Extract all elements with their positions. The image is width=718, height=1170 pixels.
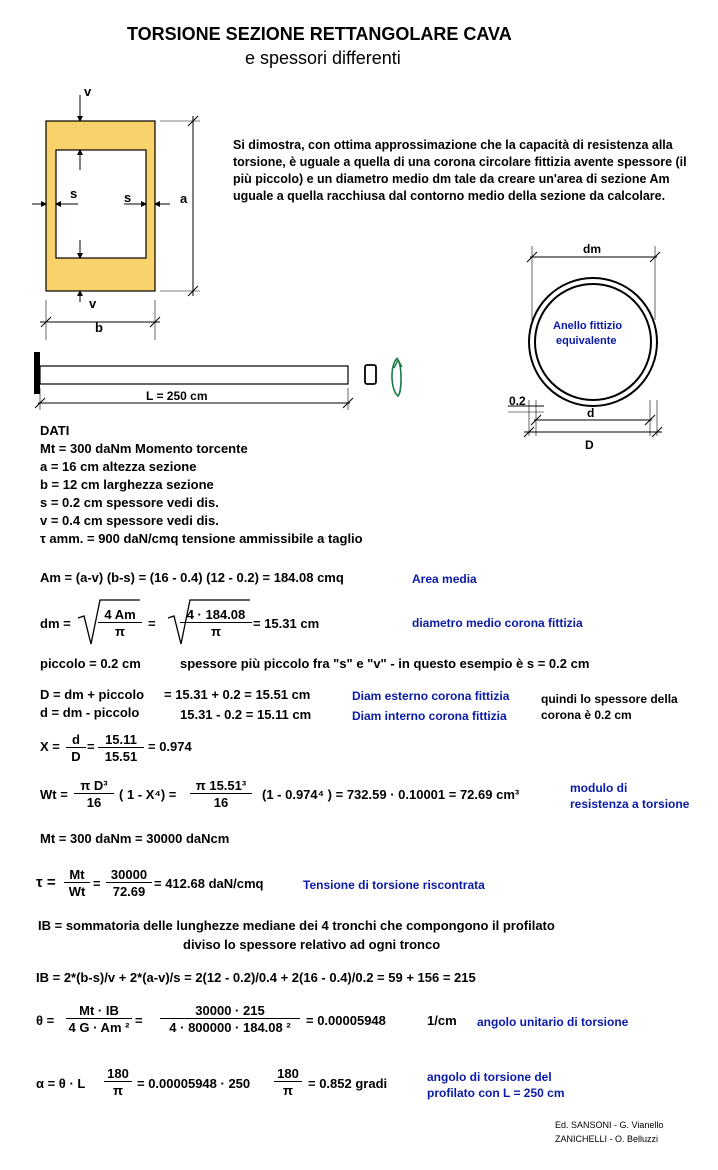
ring-label-D: D — [585, 438, 594, 452]
Wt-mid: ( 1 - X⁴) = — [119, 787, 177, 802]
Wt-result: (1 - 0.974⁴ ) = 732.59 · 0.10001 = 72.69 cm³ — [262, 787, 520, 802]
X-fraction-2: $\frac{15.11}{15.51}$ — [98, 732, 144, 764]
credits — [555, 1118, 663, 1146]
label-s-right: s — [124, 190, 132, 205]
page-subtitle: e spessori differenti — [245, 48, 401, 68]
label-v-top: v — [84, 84, 92, 99]
theta-fraction-1: $\frac{Mt \cdot IB}{\text{4 G · Am ²}}$ — [66, 1003, 132, 1035]
dm-fraction-1: $\frac{4 Am}{\pi}$ — [98, 607, 142, 639]
alpha-note-1: angolo di torsione del — [427, 1070, 552, 1084]
label-s-left: s — [70, 186, 78, 201]
Wt-lhs: Wt = — [40, 787, 68, 802]
credits-line-2: ZANICHELLI - O. Belluzzi — [555, 1134, 659, 1144]
dati-line: τ amm. = 900 daN/cmq tensione ammissibile a taglio — [40, 531, 363, 546]
alpha-lhs: α = θ · L — [36, 1076, 86, 1091]
X-fraction-1: $\frac{d}{D}$ — [66, 732, 86, 764]
ring-label-d: d — [587, 406, 595, 420]
alpha-fraction-1: $\frac{180}{\pi}$ — [104, 1066, 132, 1098]
label-v-bottom: v — [89, 296, 97, 311]
am-equation: Am = (a-v) (b-s) = (16 - 0.4) (12 - 0.2) = 184.08 cmq — [40, 570, 344, 585]
ring-label-thickness: 0.2 — [509, 394, 526, 408]
Wt-fraction-2: $\frac{\text{π 15.51³}}{16}$ — [190, 778, 252, 810]
tau-note: Tensione di torsione riscontrata — [303, 878, 485, 892]
beam-section-icon — [365, 365, 376, 384]
theta-equals: = — [135, 1013, 143, 1028]
alpha-note-2: profilato con L = 250 cm — [427, 1086, 565, 1100]
alpha-result: = 0.852 gradi — [308, 1076, 388, 1091]
D-rhs: = 15.31 + 0.2 = 15.51 cm — [164, 687, 311, 702]
IB-definition-2: diviso lo spessore relativo ad ogni tronco — [183, 937, 441, 952]
theta-result: = 0.00005948 — [306, 1013, 386, 1028]
d-rhs: 15.31 - 0.2 = 15.11 cm — [180, 707, 312, 722]
tau-lhs: τ = — [36, 874, 56, 891]
dm-note: diametro medio corona fittizia — [412, 616, 583, 630]
X-equals: = — [87, 739, 95, 754]
IB-equation: IB = 2*(b-s)/v + 2*(a-v)/s = 2(12 - 0.2)/0.4 + 2(16 - 0.4)/0.2 = 59 + 156 = 215 — [36, 970, 476, 985]
dati-line: a = 16 cm altezza sezione — [40, 459, 197, 474]
tau-fraction-1: $\frac{Mt}{Wt}$ — [64, 867, 90, 899]
IB-definition-1: IB = sommatoria delle lunghezze mediane dei 4 tronchi che compongono il profilato — [38, 918, 555, 933]
piccolo-note: spessore più piccolo fra "s" e "v" - in questo esempio è s = 0.2 cm — [180, 656, 590, 671]
alpha-mid: = 0.00005948 · 250 — [137, 1076, 251, 1091]
theta-lhs: θ = — [36, 1013, 55, 1028]
piccolo-equation: piccolo = 0.2 cm — [40, 656, 141, 671]
theta-unit: 1/cm — [427, 1013, 457, 1028]
tau-equals: = — [93, 876, 101, 891]
dm-equals: = — [148, 616, 156, 631]
D-lhs: D = dm + piccolo — [40, 687, 145, 702]
ring-inner-text-2: equivalente — [556, 335, 617, 347]
page-title: TORSIONE SEZIONE RETTANGOLARE CAVA — [127, 24, 512, 44]
ring-diagram — [500, 240, 680, 455]
dati-line: s = 0.2 cm spessore vedi dis. — [40, 495, 219, 510]
Mt-conversion: Mt = 300 daNm = 30000 daNcm — [40, 831, 230, 846]
dati-line: Mt = 300 daNm Momento torcente — [40, 441, 248, 456]
alpha-fraction-2: $\frac{180}{\pi}$ — [274, 1066, 302, 1098]
label-b: b — [95, 320, 103, 335]
beam-body — [40, 366, 348, 384]
beam-wall — [34, 352, 40, 394]
X-lhs: X = — [40, 739, 60, 754]
Wt-note-2: resistenza a torsione — [570, 797, 690, 811]
dati-block — [40, 422, 363, 548]
dati-line: v = 0.4 cm spessore vedi dis. — [40, 513, 219, 528]
quindi-text-1: quindi lo spessore della — [541, 692, 678, 706]
d-note: Diam interno corona fittizia — [352, 709, 507, 723]
dm-fraction-2: $\frac{4 \cdot 184.08}{\pi}$ — [180, 607, 252, 639]
X-result: = 0.974 — [148, 739, 192, 754]
quindi-text-2: corona è 0.2 cm — [541, 708, 632, 722]
beam-length-label: L = 250 cm — [146, 389, 208, 403]
tau-fraction-2: $\frac{30000}{72.69}$ — [106, 867, 152, 899]
ring-inner-text-1: Anello fittizio — [553, 320, 623, 332]
d-lhs: d = dm - piccolo — [40, 705, 140, 720]
theta-note: angolo unitario di torsione — [477, 1015, 629, 1029]
dm-lhs: dm = — [40, 616, 71, 631]
label-a: a — [180, 191, 188, 206]
Wt-note-1: modulo di — [570, 781, 628, 795]
Wt-fraction-1: $\frac{\text{π D³}}{16}$ — [74, 778, 114, 810]
tau-result: = 412.68 daN/cmq — [154, 876, 264, 891]
ring-label-dm: dm — [583, 242, 601, 256]
section-diagram — [0, 80, 230, 340]
theta-fraction-2: $\frac{30000 \cdot 215}{\text{4 · 800000 · 184.08 ²}}$ — [160, 1003, 300, 1035]
description-text: Si dimostra, con ottima approssimazione che la capacità di resistenza alla torsione, è uguale a quella di una corona circolare fittizia avente spessore (il più piccolo) e un diametro medio dm tale da creare un'area di sezione Am uguale a quella racchiusa dal contorno medio della sezione da calcolare. — [233, 138, 687, 203]
am-note: Area media — [412, 572, 477, 586]
dati-heading: DATI — [40, 423, 70, 438]
credits-line-1: Ed. SANSONI - G. Vianello — [555, 1120, 664, 1130]
dati-line: b = 12 cm larghezza sezione — [40, 477, 214, 492]
dm-result: = 15.31 cm — [253, 616, 320, 631]
D-note: Diam esterno corona fittizia — [352, 689, 510, 703]
beam-diagram — [30, 348, 420, 410]
